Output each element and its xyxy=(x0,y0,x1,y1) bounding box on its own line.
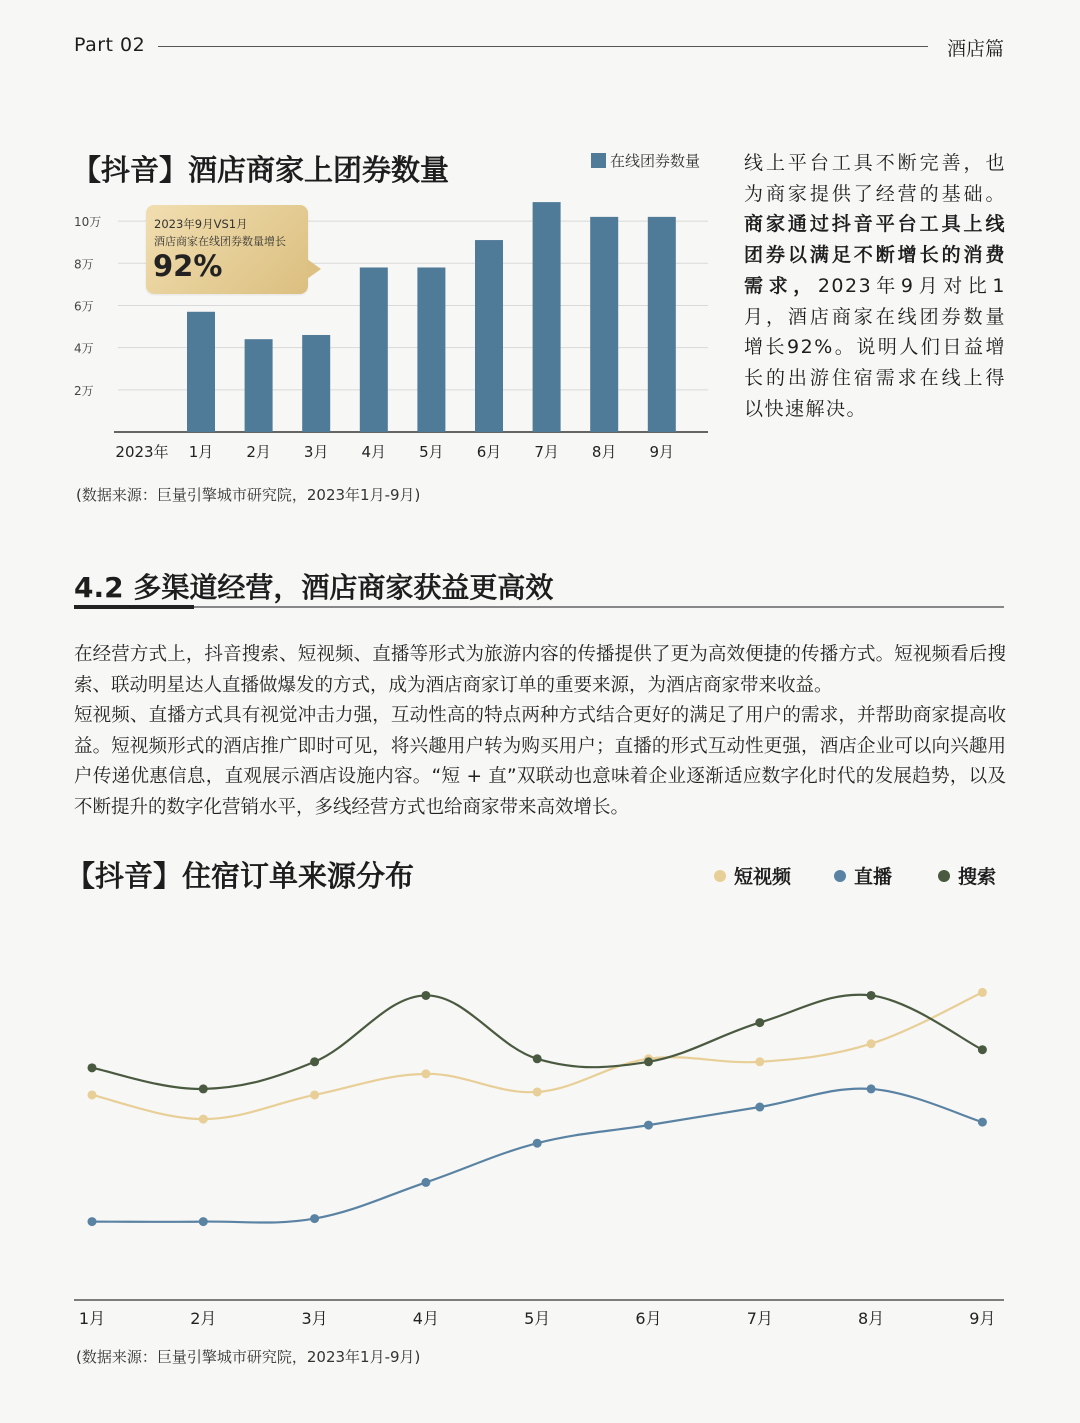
legend-dot-live xyxy=(834,870,846,882)
callout-period: 2023年9月VS1月 xyxy=(154,217,248,231)
legend-item-search xyxy=(938,862,996,889)
data-point xyxy=(644,1121,653,1130)
x-tick-label: 7月 xyxy=(746,1309,773,1328)
x-tick-label: 8月 xyxy=(858,1309,885,1328)
data-point xyxy=(867,1039,876,1048)
data-point xyxy=(88,1090,97,1099)
x-year-label: 2023年 xyxy=(115,443,169,461)
section-paragraph-1: 在经营方式上，抖音搜索、短视频、直播等形式为旅游内容的传播提供了更为高效便捷的传播方式。短视频看后搜索、联动明星达人直播做爆发的方式，成为酒店商家订单的重要来源，为酒店商家带来收益。 xyxy=(74,644,1006,696)
x-tick-label: 4月 xyxy=(412,1309,439,1328)
x-tick-label: 6月 xyxy=(476,443,502,461)
section-divider-accent xyxy=(74,605,194,609)
y-tick-label: 6万 xyxy=(74,299,94,314)
x-tick-label: 1月 xyxy=(188,443,214,461)
x-tick-label: 1月 xyxy=(78,1309,106,1328)
x-tick-label: 9月 xyxy=(969,1309,996,1328)
chart1-legend xyxy=(591,150,700,171)
source-note-1: (数据来源：巨量引擎城市研究院，2023年1月-9月) xyxy=(76,486,421,504)
data-point xyxy=(867,1084,876,1093)
data-point xyxy=(199,1217,208,1226)
y-tick-label: 10万 xyxy=(74,215,102,230)
x-tick-label: 3月 xyxy=(301,1309,328,1328)
data-point xyxy=(978,1118,987,1127)
x-tick-label: 4月 xyxy=(361,443,387,461)
bar xyxy=(590,217,618,432)
data-point xyxy=(88,1063,97,1072)
bar xyxy=(417,267,445,432)
x-tick-label: 5月 xyxy=(524,1309,551,1328)
x-tick-label: 3月 xyxy=(303,443,329,461)
y-tick-label: 8万 xyxy=(74,257,94,272)
data-point xyxy=(310,1214,319,1223)
callout-description: 酒店商家在线团券数量增长 xyxy=(154,235,286,248)
legend-label-short-video: 短视频 xyxy=(734,866,792,888)
x-tick-label: 9月 xyxy=(649,443,675,461)
legend-label-live: 直播 xyxy=(854,866,893,888)
bar xyxy=(648,217,676,432)
bar xyxy=(360,267,388,432)
x-tick-label: 2月 xyxy=(246,443,271,461)
data-point xyxy=(88,1217,97,1226)
callout-value: 92% xyxy=(153,249,223,283)
y-tick-label: 2万 xyxy=(74,383,94,398)
growth-callout xyxy=(146,205,308,294)
bar xyxy=(533,202,561,432)
x-tick-label: 7月 xyxy=(534,443,559,461)
x-tick-label: 6月 xyxy=(635,1309,662,1328)
bar xyxy=(187,312,215,432)
data-point xyxy=(755,1057,764,1066)
data-point xyxy=(978,1045,987,1054)
data-point xyxy=(644,1057,653,1066)
data-point xyxy=(533,1087,542,1096)
chart2-title: 【抖音】住宿订单来源分布 xyxy=(66,859,415,893)
legend-label-search: 搜索 xyxy=(958,866,997,888)
legend-dot-search xyxy=(938,870,950,882)
line-chart xyxy=(60,900,1020,1340)
series-line xyxy=(92,995,982,1089)
side-text-conclusion: 2023年9月对比1月，酒店商家在线团券数量增长92%。说明人们日益增长的出游住宿需求在线上得以快速解决。 xyxy=(744,274,1006,420)
side-text-intro: 线上平台工具不断完善，也为商家提供了经营的基础。 xyxy=(744,152,1006,205)
data-point xyxy=(867,991,876,1000)
section-label: 酒店篇 xyxy=(946,38,1004,60)
x-tick-label: 5月 xyxy=(419,443,444,461)
section-paragraph-2: 短视频、直播方式具有视觉冲击力强，互动性高的特点两种方式结合更好的满足了用户的需求，并帮助商家提高收益。短视频形式的酒店推广即时可见，将兴趣用户转为购买用户；直播的形式互动性更强，酒店企业可以向兴趣用户传递优惠信息，直观展示酒店设施内容。“短 + 直”双联动也意味着企业逐渐适应数字化时代的发展趋势，以及不断提升的数字化营销水平，多线经营方式也给商家带来高效增长。 xyxy=(74,705,1006,818)
data-point xyxy=(533,1054,542,1063)
data-point xyxy=(421,1178,430,1187)
data-point xyxy=(310,1057,319,1066)
data-point xyxy=(421,1069,430,1078)
y-tick-label: 4万 xyxy=(74,341,94,356)
x-tick-label: 2月 xyxy=(190,1309,217,1328)
chart1-title: 【抖音】酒店商家上团券数量 xyxy=(72,153,450,187)
legend-item-short-video xyxy=(714,862,791,889)
bar xyxy=(245,339,273,432)
x-tick-label: 8月 xyxy=(591,443,617,461)
data-point xyxy=(310,1090,319,1099)
series-line xyxy=(92,1089,982,1223)
side-description xyxy=(744,148,1006,424)
section-divider xyxy=(74,606,1004,608)
data-point xyxy=(978,988,987,997)
data-point xyxy=(199,1084,208,1093)
legend-swatch-coupons xyxy=(591,153,606,168)
header-divider xyxy=(158,46,928,47)
part-label: Part 02 xyxy=(74,34,146,56)
bar xyxy=(475,240,503,432)
legend-item-live xyxy=(834,862,892,889)
data-point xyxy=(533,1139,542,1148)
legend-dot-short-video xyxy=(714,870,726,882)
source-note-2: (数据来源：巨量引擎城市研究院，2023年1月-9月) xyxy=(76,1348,421,1366)
data-point xyxy=(199,1115,208,1124)
legend-label-coupons: 在线团券数量 xyxy=(610,152,701,170)
bar xyxy=(302,335,330,432)
section-title: 4.2 多渠道经营，酒店商家获益更高效 xyxy=(74,571,554,604)
side-text-highlight: 商家通过抖音平台工具上线团券以满足不断增长的消费需求， xyxy=(744,213,1006,297)
data-point xyxy=(755,1103,764,1112)
data-point xyxy=(755,1018,764,1027)
data-point xyxy=(421,991,430,1000)
